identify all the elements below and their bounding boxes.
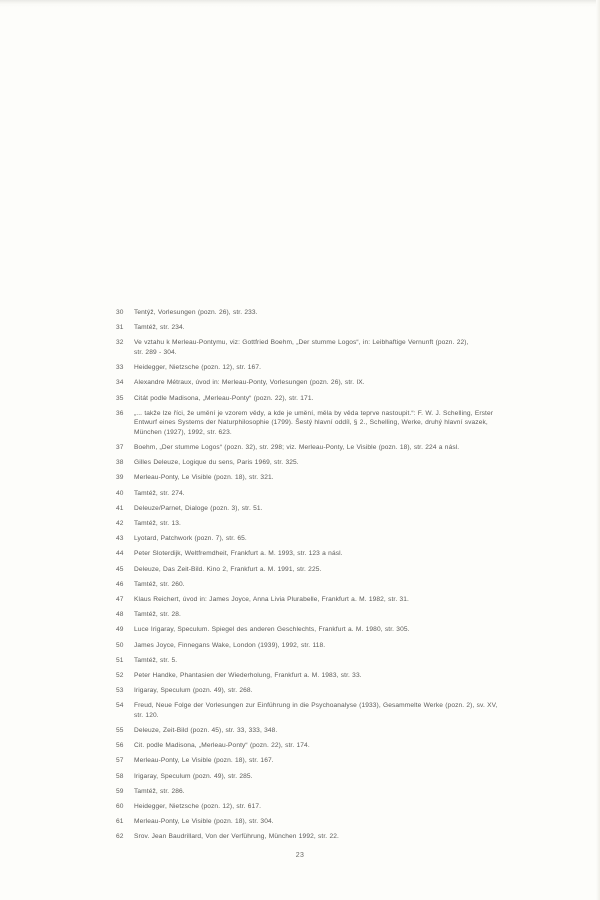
endnote-number: 44	[116, 550, 124, 558]
endnote-item	[116, 610, 536, 620]
endnote-text	[134, 756, 536, 766]
endnote-item	[116, 832, 536, 842]
endnote-number: 61	[116, 818, 124, 826]
endnote-text-line: Heidegger, Nietzsche (pozn. 12), str. 617.	[134, 803, 262, 810]
endnote-item	[116, 308, 536, 318]
endnote-number: 49	[116, 626, 124, 634]
endnote-text	[134, 802, 536, 812]
endnote-item	[116, 741, 536, 751]
endnote-text-line: Deleuze/Parnet, Dialoge (pozn. 3), str. 51.	[134, 504, 263, 512]
scan-edge-top	[0, 0, 600, 5]
endnote-text	[134, 641, 536, 651]
endnote-item	[116, 772, 536, 782]
page-number: 23	[295, 852, 305, 859]
endnote-item	[116, 323, 536, 333]
endnote-text-line: James Joyce, Finnegans Wake, London (1939), 1992, str. 118.	[134, 641, 326, 649]
endnote-number: 52	[116, 671, 124, 679]
endnote-text	[134, 772, 536, 782]
endnote-text	[134, 323, 536, 333]
endnote-number: 55	[116, 727, 124, 735]
endnote-item	[116, 409, 536, 438]
endnote-text-line: Deleuze, Zeit-Bild (pozn. 45), str. 33, 333, 348.	[134, 727, 278, 735]
endnote-text	[134, 580, 536, 590]
endnote-item	[116, 802, 536, 812]
endnote-text-line: Heidegger, Nietzsche (pozn. 12), str. 167.	[134, 364, 262, 372]
endnote-item	[116, 656, 536, 666]
endnote-text-line: „... takže lze říci, že umění je vzorem vědy, a kde je umění, měla by věda teprve nastoupit.“: F. W. J. Schelling, Erster	[134, 409, 494, 417]
endnote-item	[116, 641, 536, 651]
endnote-text	[134, 443, 536, 453]
endnote-text-line: Tamtéž, str. 234.	[134, 324, 185, 332]
endnote-text	[134, 686, 536, 696]
endnote-item	[116, 565, 536, 575]
endnote-text-line: Lyotard, Patchwork (pozn. 7), str. 65.	[134, 535, 247, 543]
endnote-text-line: Luce Irigaray, Speculum. Spiegel des anderen Geschlechts, Frankfurt a. M. 1980, str. 305.	[134, 626, 410, 634]
endnote-item	[116, 338, 536, 357]
endnote-number: 34	[116, 379, 124, 387]
endnote-number: 51	[116, 656, 124, 664]
endnote-text-line: Klaus Reichert, úvod in: James Joyce, Anna Livia Plurabelle, Frankfurt a. M. 1982, str. 31.	[134, 595, 409, 603]
endnote-text	[134, 656, 536, 666]
endnote-item	[116, 701, 536, 720]
endnote-item	[116, 625, 536, 635]
endnote-text-line: str. 289 - 304.	[134, 348, 177, 356]
endnote-number: 33	[116, 364, 124, 372]
endnote-number: 46	[116, 580, 124, 588]
endnote-text-line: Cit. podle Madisona, „Merleau-Ponty“ (pozn. 22), str. 174.	[134, 742, 310, 750]
endnote-text	[134, 565, 536, 575]
endnote-text-line: Ve vztahu k Merleau-Pontymu, viz: Gottfried Boehm, „Der stumme Logos“, in: Leibhaftige Vernunft (pozn. 22),	[134, 339, 469, 347]
endnote-item	[116, 549, 536, 559]
endnote-number: 42	[116, 520, 124, 528]
endnote-text	[134, 504, 536, 514]
scan-edge-right	[596, 0, 600, 900]
endnote-text	[134, 625, 536, 635]
endnote-text	[134, 595, 536, 605]
endnote-text	[134, 701, 536, 720]
endnote-text	[134, 787, 536, 797]
endnote-text	[134, 473, 536, 483]
endnote-text-line: Boehm, „Der stumme Logos“ (pozn. 32), str. 298; viz. Merleau-Ponty, Le Visible (pozn. 18), str. 224 a násl.	[134, 444, 460, 452]
endnote-text-line: Merleau-Ponty, Le Visible (pozn. 18), str. 321.	[134, 474, 274, 482]
endnote-text	[134, 610, 536, 620]
endnotes-list	[116, 308, 536, 848]
endnote-number: 53	[116, 687, 124, 695]
endnote-item	[116, 817, 536, 827]
endnote-number: 30	[116, 309, 124, 316]
endnote-text	[134, 549, 536, 559]
endnote-item	[116, 580, 536, 590]
endnote-text-line: Tentýž, Vorlesungen (pozn. 26), str. 233.	[134, 309, 258, 316]
endnote-number: 35	[116, 394, 124, 402]
endnote-item	[116, 378, 536, 388]
endnote-text-line: Merleau-Ponty, Le Visible (pozn. 18), str. 167.	[134, 757, 274, 765]
endnote-text	[134, 671, 536, 681]
endnote-number: 58	[116, 772, 124, 780]
endnote-text	[134, 409, 536, 438]
endnote-text	[134, 534, 536, 544]
endnote-text-line: München (1927), 1992, str. 623.	[134, 428, 232, 436]
endnote-text	[134, 394, 536, 404]
endnote-text-line: Deleuze, Das Zeit-Bild. Kino 2, Frankfurt a. M. 1991, str. 225.	[134, 565, 322, 573]
endnote-text-line: Freud, Neue Folge der Vorlesungen zur Einführung in die Psychoanalyse (1933), Gesammelte Werke (pozn. 2), sv. XV,	[134, 702, 498, 710]
endnote-text-line: Citát podle Madisona, „Merleau-Ponty“ (pozn. 22), str. 171.	[134, 394, 314, 402]
endnote-item	[116, 686, 536, 696]
endnote-text-line: Irigaray, Speculum (pozn. 49), str. 268.	[134, 687, 253, 695]
endnote-item	[116, 519, 536, 529]
endnote-number: 32	[116, 339, 124, 347]
endnote-text-line: Irigaray, Speculum (pozn. 49), str. 285.	[134, 772, 253, 780]
endnote-item	[116, 489, 536, 499]
endnote-text-line: Tamtéž, str. 286.	[134, 787, 185, 795]
endnote-number: 47	[116, 595, 124, 603]
endnote-text	[134, 378, 536, 388]
endnote-item	[116, 443, 536, 453]
endnote-number: 40	[116, 489, 124, 497]
endnote-item	[116, 726, 536, 736]
endnote-number: 62	[116, 833, 124, 841]
endnote-number: 60	[116, 803, 124, 810]
endnote-number: 31	[116, 324, 124, 332]
endnote-text-line: Peter Sloterdijk, Weltfremdheit, Frankfurt a. M. 1993, str. 123 a násl.	[134, 550, 343, 558]
endnote-number: 56	[116, 742, 124, 750]
endnote-text-line: Tamtéž, str. 13.	[134, 520, 181, 528]
endnote-number: 38	[116, 459, 124, 467]
endnote-text	[134, 817, 536, 827]
endnote-text	[134, 519, 536, 529]
endnote-number: 54	[116, 702, 124, 710]
endnote-item	[116, 363, 536, 373]
endnote-item	[116, 756, 536, 766]
endnote-item	[116, 671, 536, 681]
endnote-item	[116, 534, 536, 544]
endnote-number: 41	[116, 504, 124, 512]
endnote-text	[134, 832, 536, 842]
endnote-number: 48	[116, 611, 124, 619]
endnote-text-line: Entwurf eines Systems der Naturphilosophie (1799). Šestý hlavní oddíl, § 2., Schelling, Werke, druhý hlavní svazek,	[134, 419, 488, 427]
endnote-number: 45	[116, 565, 124, 573]
endnote-text	[134, 489, 536, 499]
endnote-item	[116, 504, 536, 514]
endnote-text	[134, 363, 536, 373]
endnote-text-line: Tamtéž, str. 5.	[134, 656, 178, 664]
endnote-number: 36	[116, 409, 124, 417]
endnote-text	[134, 338, 536, 357]
endnote-item	[116, 394, 536, 404]
endnote-number: 50	[116, 641, 124, 649]
endnote-text-line: Srov. Jean Baudrillard, Von der Verführung, München 1992, str. 22.	[134, 833, 339, 841]
endnote-text-line: str. 120.	[134, 711, 159, 719]
endnote-text-line: Gilles Deleuze, Logique du sens, Paris 1969, str. 325.	[134, 459, 299, 467]
endnote-text-line: Peter Handke, Phantasien der Wiederholung, Frankfurt a. M. 1983, str. 33.	[134, 671, 362, 679]
endnote-number: 57	[116, 757, 124, 765]
endnote-text-line: Tamtéž, str. 28.	[134, 611, 181, 619]
endnote-text	[134, 726, 536, 736]
endnote-item	[116, 787, 536, 797]
endnote-text-line: Tamtéž, str. 260.	[134, 580, 185, 588]
endnote-number: 59	[116, 787, 124, 795]
endnote-text	[134, 458, 536, 468]
endnote-text	[134, 308, 536, 318]
endnote-text-line: Alexandre Métraux, úvod in: Merleau-Ponty, Vorlesungen (pozn. 26), str. IX.	[134, 379, 365, 387]
endnote-item	[116, 458, 536, 468]
endnote-text-line: Tamtéž, str. 274.	[134, 489, 185, 497]
endnote-item	[116, 595, 536, 605]
endnote-number: 37	[116, 444, 124, 452]
endnote-item	[116, 473, 536, 483]
endnote-number: 43	[116, 535, 124, 543]
endnote-text-line: Merleau-Ponty, Le Visible (pozn. 18), str. 304.	[134, 818, 274, 826]
endnote-text	[134, 741, 536, 751]
endnote-number: 39	[116, 474, 124, 482]
